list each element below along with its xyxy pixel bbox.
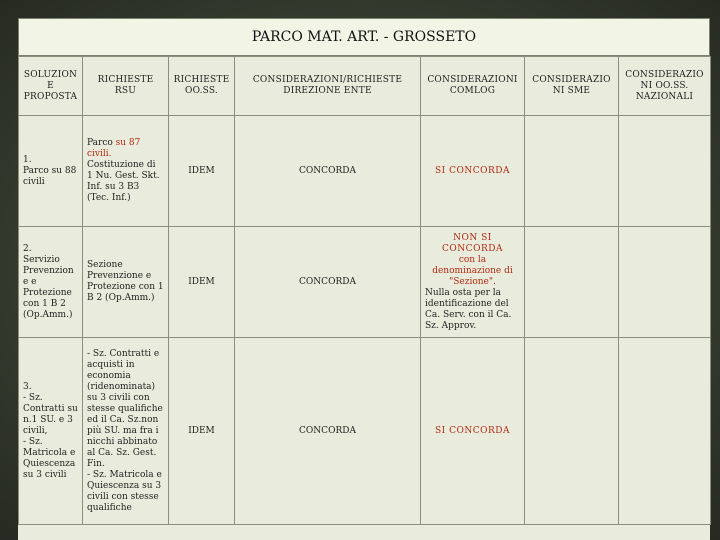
cell-rsu: Sezione Prevenzione e Protezione con 1 B 2 (Op.Amm.) [83,227,169,338]
cell-ooss: IDEM [169,116,235,227]
cell-ooss: IDEM [169,338,235,525]
cell-sme [525,116,619,227]
table-row [19,116,711,227]
cell-ooss: IDEM [169,227,235,338]
cell-ooss-nazionali [619,338,711,525]
cell-ooss-nazionali [619,227,711,338]
cell-comlog [421,227,525,338]
header-rsu: RICHIESTE RSU [83,57,169,116]
table-row [19,338,711,525]
header-direzione: CONSIDERAZIONI/RICHIESTE DIREZIONE ENTE [235,57,421,116]
proposal-table [18,56,711,525]
rsu-text: Parco [87,138,116,148]
comlog-note: con la denominazione di "Sezione". [432,254,513,287]
header-ooss: RICHIESTE OO.SS. [169,57,235,116]
cell-direzione: CONCORDA [235,227,421,338]
comlog-verdict: SI CONCORDA [435,425,510,436]
header-comlog: CONSIDERAZIONI COMLOG [421,57,525,116]
page-title: PARCO MAT. ART. - GROSSETO [18,18,710,56]
rsu-highlight: su 87 civili. [87,138,141,159]
cell-sme [525,338,619,525]
cell-ooss-nazionali [619,116,711,227]
header-soluzione: SOLUZIONE PROPOSTA [19,57,83,116]
cell-comlog [421,116,525,227]
table-row [19,227,711,338]
header-sme: CONSIDERAZIONI SME [525,57,619,116]
cell-rsu [83,116,169,227]
cell-soluzione: 1. Parco su 88 civili [19,116,83,227]
cell-rsu: - Sz. Contratti e acquisti in economia (ridenominata) su 3 civili con stesse qualifiche ed il Ca. Sz.non più SU. ma fra i nicchi abbinato al Ca. Sz. Gest. Fin. - Sz. Matricola e Quiescenza su 3 civili con stesse qualifiche [83,338,169,525]
cell-direzione: CONCORDA [235,338,421,525]
cell-soluzione: 2. Servizio Prevenzione e Protezione con 1 B 2 (Op.Amm.) [19,227,83,338]
comlog-verdict: SI CONCORDA [435,165,510,176]
cell-soluzione: 3. - Sz. Contratti su n.1 SU. e 3 civili, - Sz. Matricola e Quiescenza su 3 civili [19,338,83,525]
cell-direzione: CONCORDA [235,116,421,227]
cell-sme [525,227,619,338]
header-ooss-nazionali: CONSIDERAZIONI OO.SS. NAZIONALI [619,57,711,116]
comlog-detail: Nulla osta per la identificazione del Ca. Serv. con il Ca. Sz. Approv. [425,287,512,331]
comlog-verdict: NON SI CONCORDA [442,232,503,254]
cell-comlog [421,338,525,525]
slide [18,18,710,540]
table-header-row [19,57,711,116]
rsu-text-rest: Costituzione di 1 Nu. Gest. Skt. Inf. su 3 B3 (Tec. Inf.) [87,160,160,203]
